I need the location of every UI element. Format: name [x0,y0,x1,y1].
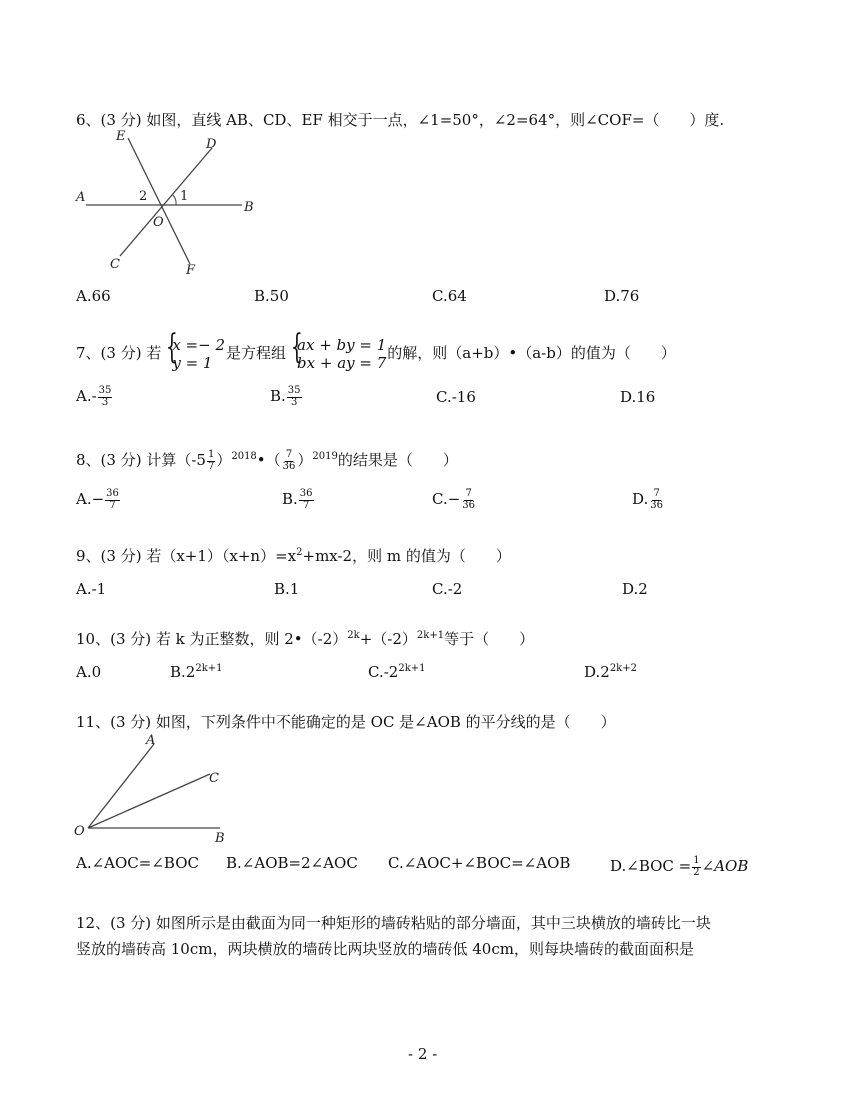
ray-oa [88,744,154,828]
q11-option-c: C.∠AOC+∠BOC=∠AOB [388,854,571,872]
fraction: $\frac{7}{36}$ [650,488,663,511]
q9-option-c: C.-2 [432,580,463,598]
q10-option-c: $C.-2^{2k+1}$ [368,663,426,681]
q7-solution-system [162,336,225,372]
fraction: $\frac{36}{7}$ [299,488,313,511]
q7-post: 的解，则（a+b）•（a-b）的值为（ ） [387,344,676,362]
fraction: $\frac{35}{3}$ [98,385,112,408]
ray-oc [88,774,210,828]
label-o: O [74,824,85,839]
q6-option-b: B.50 [254,287,289,305]
q10-stem: 10、(3 分) 若 k 为正整数，则 $2•(-2)^{2k}+(-2)^{2k+1}$等于（ ） [76,630,535,648]
q6-stem: 6、(3 分) 如图，直线 AB、CD、EF 相交于一点，∠1=50°，∠2=64°，则∠COF=（ ）度. [76,111,725,129]
angle-1-arc [173,195,176,205]
line-cd [120,148,212,256]
label-o: O [153,215,164,230]
label-b: B [244,200,254,215]
q7-option-b: B. $\frac{35}{3}$ [270,385,301,408]
q7-mid: 是方程组 [226,344,287,362]
label-c: C [209,771,219,786]
q11-option-a: A.∠AOC=∠BOC [76,854,199,872]
q7-sys2-eq1: { ax + by = 1 [297,336,387,354]
q7-option-a: A.- $\frac{35}{3}$ [76,385,112,408]
q7-pre: 7、(3 分) 若 [76,344,162,362]
label-d: D [206,137,217,152]
q9-option-a: A.-1 [76,580,107,598]
q9-stem: 9、(3 分) 若$(x+1)(x+n)=x^2+mx-2$，则 m 的值为（ ） [76,547,511,565]
q12-line-2: 竖放的墙砖高 10cm，两块横放的墙砖比两块竖放的墙砖低 40cm，则每块墙砖的截面面积是 [76,940,694,958]
q7-sys2-eq2: bx + ay = 7 [297,354,387,372]
q11-option-d: D.∠BOC = $\frac{1}{2}$ ∠AOB [610,855,749,878]
page-number: - 2 - [408,1045,438,1063]
q6-option-c: C.64 [432,287,467,305]
q9-option-b: B.1 [274,580,300,598]
label-b: B [215,831,225,844]
q10-option-d: $D.2^{2k+2}$ [584,663,637,681]
q7-option-c: C.-16 [436,388,476,406]
q10-option-a: A.0 [76,663,102,681]
fraction: $\frac{36}{7}$ [106,488,119,511]
label-c: C [110,257,120,272]
fraction: $\frac{7}{36}$ [462,488,476,511]
label-angle-2: 2 [139,189,148,204]
fraction: $\frac{7}{36}$ [282,449,296,472]
q8-stem: 8、(3 分) 计算（-5 $\frac{1}{7}$ ）$^{2018}$•（ $\frac{7}{36}$ ）$^{2019}$的结果是（ ） [76,449,458,472]
q10-option-b: $B.2^{2k+1}$ [170,663,223,681]
q7-sys1-eq1: { x =− 2 [172,336,226,354]
label-e: E [116,129,126,144]
q8-option-b: B. $\frac{36}{7}$ [282,488,313,511]
q11-stem: 11、(3 分) 如图，下列条件中不能确定的是 OC 是∠AOB 的平分线的是（ ） [76,713,616,731]
q7-sys1-eq2: y = 1 [172,354,213,372]
q6-option-a: A.66 [76,287,111,305]
q11-option-b: B.∠AOB=2∠AOC [226,854,358,872]
q6-figure [72,128,262,280]
q12-line-1: 12、(3 分) 如图所示是由截面为同一种矩形的墙砖粘贴的部分墙面，其中三块横放的墙砖比一块 [76,914,711,932]
q7-stem [76,336,676,372]
label-a: A [146,733,156,748]
q7-equation-system [287,336,386,372]
q8-option-a: A.− $\frac{36}{7}$ [76,488,119,511]
q8-option-c: C.− $\frac{7}{36}$ [432,488,476,511]
q8-option-d: D. $\frac{7}{36}$ [632,488,663,511]
q9-option-d: D.2 [622,580,648,598]
fraction: $\frac{1}{2}$ [693,855,700,878]
fraction: $\frac{1}{7}$ [207,449,215,472]
q11-figure [72,732,242,844]
fraction: $\frac{35}{3}$ [287,385,301,408]
label-f: F [186,263,196,278]
label-a: A [76,190,86,205]
q7-option-d: D.16 [620,388,656,406]
label-angle-1: 1 [180,189,189,204]
q6-option-d: D.76 [604,287,640,305]
